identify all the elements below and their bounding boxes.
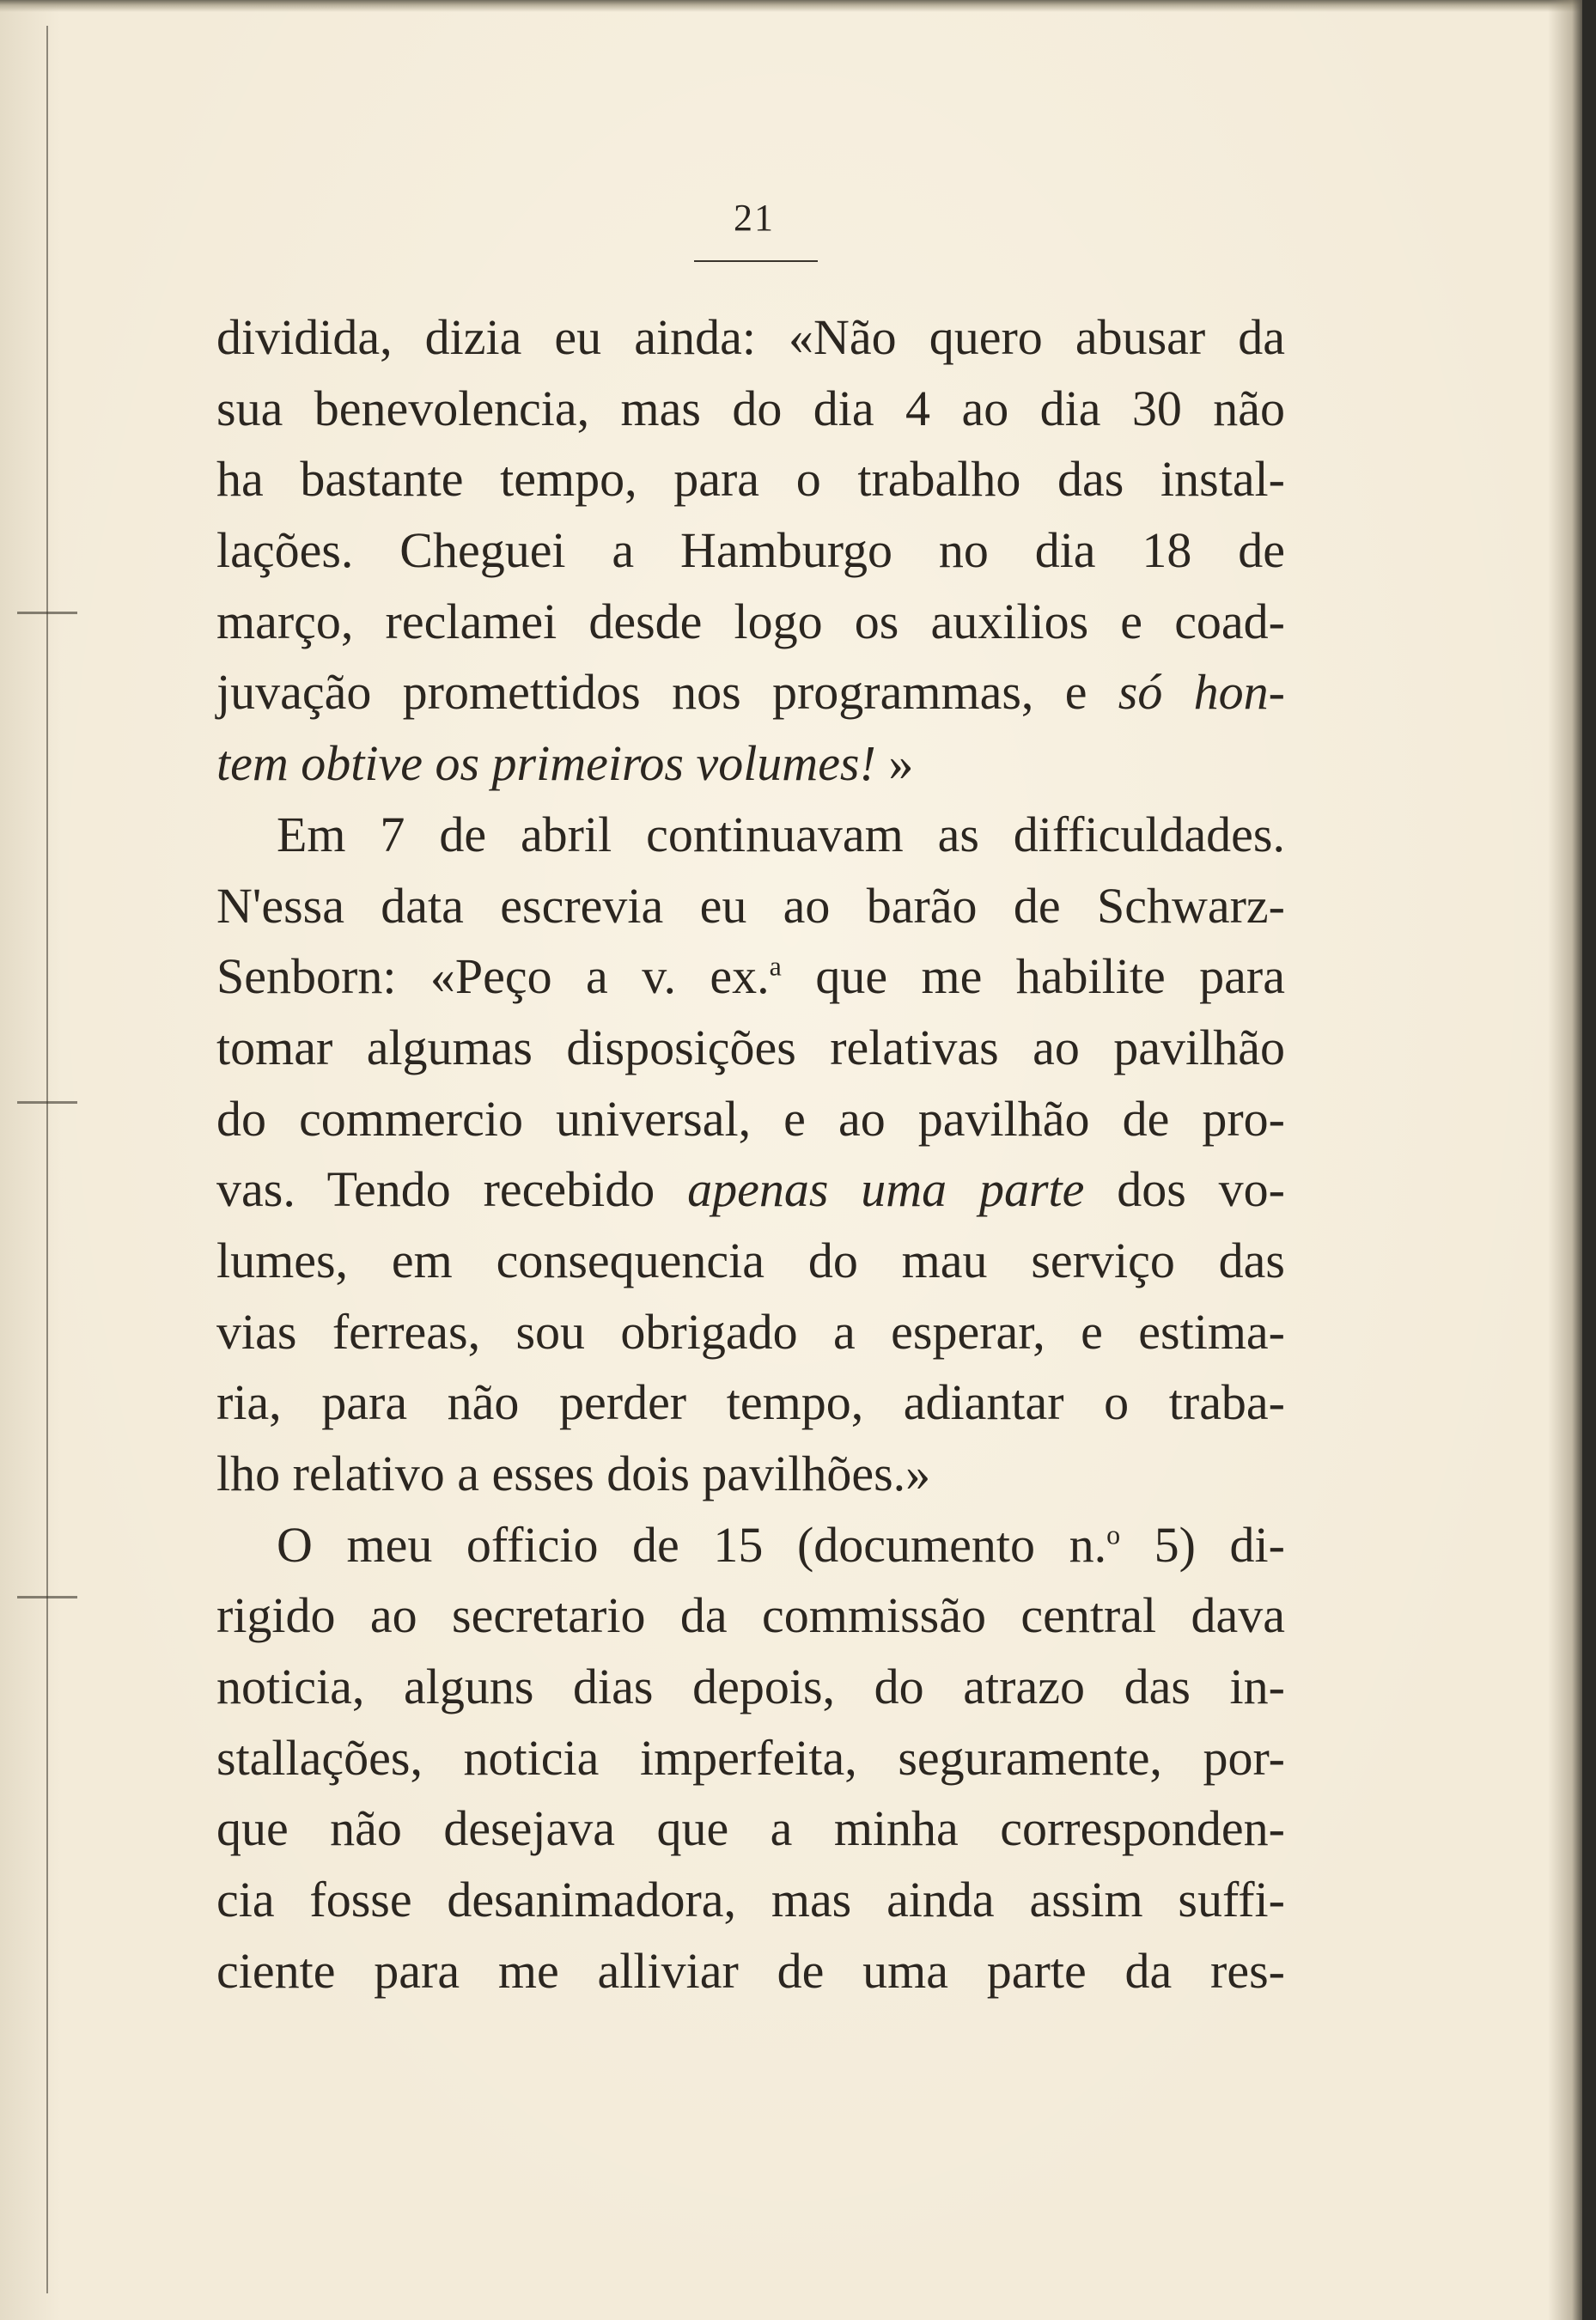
text-line <box>216 1084 1285 1155</box>
italic-text: tem obtive os primeiros volumes! <box>216 735 876 792</box>
page-binding-shadow <box>1548 0 1582 2320</box>
text-run: rigido ao secretario da commissão central dava <box>216 1587 1285 1644</box>
margin-tick-mark <box>17 1101 77 1104</box>
text-line <box>216 1367 1285 1439</box>
text-line <box>216 1154 1285 1226</box>
text-line <box>216 800 1285 871</box>
text-run: que me habilite para <box>781 948 1285 1005</box>
text-run: dos vo- <box>1084 1161 1285 1218</box>
text-line <box>216 1439 1285 1510</box>
text-run: ria, para não perder tempo, adiantar o traba- <box>216 1374 1285 1431</box>
text-line <box>216 1652 1285 1723</box>
text-line <box>216 657 1285 728</box>
body-text <box>216 302 1285 2007</box>
text-run: noticia, alguns dias depois, do atrazo das in- <box>216 1659 1285 1715</box>
page-gutter-line <box>46 26 48 2293</box>
text-run: que não desejava que a minha corresponden- <box>216 1800 1285 1857</box>
text-run: lumes, em consequencia do mau serviço das <box>216 1232 1285 1288</box>
text-line <box>216 1936 1285 2007</box>
text-run: sua benevolencia, mas do dia 4 ao dia 30 não <box>216 380 1285 436</box>
text-line <box>216 515 1285 587</box>
text-line <box>216 1580 1285 1652</box>
page-top-edge <box>0 0 1582 12</box>
text-run: Em 7 de abril continuavam as difficuldades. <box>277 806 1285 862</box>
text-run: cia fosse desanimadora, mas ainda assim suffi- <box>216 1872 1285 1928</box>
text-line <box>216 1793 1285 1865</box>
text-run: lações. Cheguei a Hamburgo no dia 18 de <box>216 522 1285 579</box>
text-line <box>216 302 1285 374</box>
text-run: ciente para me alliviar de uma parte da res- <box>216 1942 1285 1999</box>
text-line <box>216 1723 1285 1794</box>
text-line <box>216 1865 1285 1936</box>
text-line <box>216 941 1285 1013</box>
text-run: do commercio universal, e ao pavilhão de pro- <box>216 1090 1285 1147</box>
text-run: lho relativo a esses dois pavilhões.» <box>216 1446 931 1501</box>
text-line <box>216 871 1285 942</box>
text-run: dividida, dizia eu ainda: «Não quero abusar da <box>216 309 1285 365</box>
text-run: vias ferreas, sou obrigado a esperar, e estima- <box>216 1303 1285 1360</box>
margin-tick-mark <box>17 612 77 614</box>
text-line <box>216 728 1285 800</box>
italic-text: apenas uma parte <box>687 1161 1085 1218</box>
text-line <box>216 1297 1285 1368</box>
text-run: stallações, noticia imperfeita, seguramente, por- <box>216 1729 1285 1786</box>
text-run: Senborn: «Peço a v. ex. <box>216 948 770 1005</box>
page-number: 21 <box>734 197 775 239</box>
text-run: N'essa data escrevia eu ao barão de Schwarz- <box>216 877 1285 934</box>
text-line <box>216 1013 1285 1084</box>
text-line <box>216 444 1285 515</box>
text-line <box>216 1226 1285 1297</box>
italic-text: só hon- <box>1118 664 1285 721</box>
text-line <box>216 374 1285 445</box>
page-number-rule <box>694 260 818 262</box>
superscript-text: a <box>769 950 782 982</box>
text-run: tomar algumas disposições relativas ao pavilhão <box>216 1019 1285 1075</box>
text-run: ha bastante tempo, para o trabalho das instal- <box>216 451 1285 508</box>
margin-tick-mark <box>17 1596 77 1598</box>
superscript-text: o <box>1106 1519 1121 1550</box>
text-run: » <box>875 735 914 792</box>
text-run: março, reclamei desde logo os auxilios e coad- <box>216 593 1285 649</box>
text-run: juvação promettidos nos programmas, e <box>216 664 1118 721</box>
text-run: O meu officio de 15 (documento n. <box>277 1516 1107 1573</box>
text-run: 5) di- <box>1120 1516 1285 1573</box>
text-line <box>216 587 1285 658</box>
text-line <box>216 1510 1285 1581</box>
text-run: vas. Tendo recebido <box>216 1161 688 1218</box>
